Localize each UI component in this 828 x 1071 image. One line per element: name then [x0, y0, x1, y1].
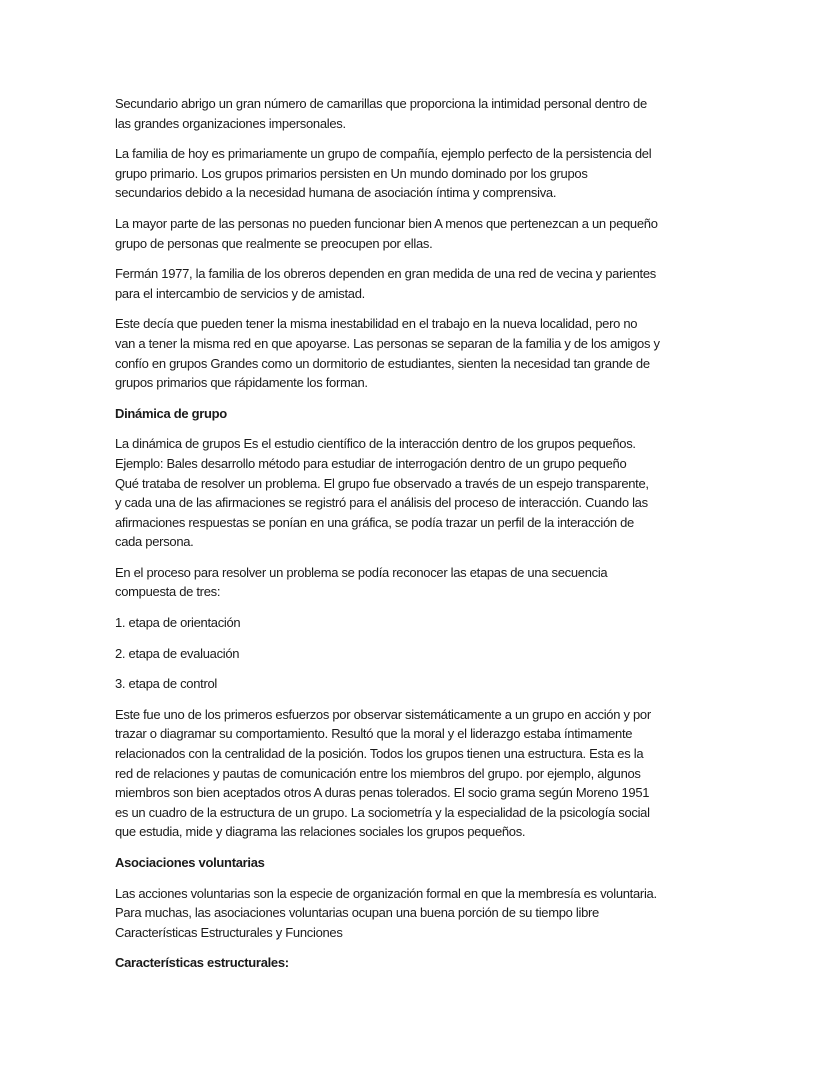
- text-line: relacionados con la centralidad de la posición. Todos los grupos tienen una estructura. Esta es la: [115, 746, 644, 762]
- text-line: 1. etapa de orientación: [115, 615, 241, 631]
- text-line: afirmaciones respuestas se ponían en una gráfica, se podía trazar un perfil de la interacción de: [115, 514, 634, 530]
- text-line: La familia de hoy es primariamente un grupo de compañía, ejemplo perfecto de la persistencia del: [115, 146, 652, 162]
- text-line: Asociaciones voluntarias: [115, 855, 265, 870]
- paragraph: [115, 674, 735, 694]
- document-page: [115, 94, 735, 984]
- text-line: confío en grupos Grandes como un dormitorio de estudiantes, sienten la necesidad tan grande de: [115, 355, 650, 371]
- paragraph: [115, 264, 735, 303]
- text-line: La mayor parte de las personas no pueden funcionar bien A menos que pertenezcan a un pequeño: [115, 215, 658, 231]
- text-line: van a tener la misma red en que apoyarse. Las personas se separan de la familia y de los amigos y: [115, 335, 660, 351]
- paragraph: [115, 644, 735, 664]
- paragraph: [115, 884, 735, 943]
- text-line: Este fue uno de los primeros esfuerzos por observar sistemáticamente a un grupo en acción y por: [115, 706, 651, 722]
- text-line: La dinámica de grupos Es el estudio científico de la interacción dentro de los grupos pequeños.: [115, 436, 636, 452]
- paragraph: [115, 144, 735, 203]
- text-line: Para muchas, las asociaciones voluntarias ocupan una buena porción de su tiempo libre: [115, 905, 599, 921]
- paragraph: [115, 214, 735, 253]
- paragraph: [115, 613, 735, 633]
- text-line: Las acciones voluntarias son la especie de organización formal en que la membresía es voluntaria.: [115, 885, 657, 901]
- paragraph: [115, 94, 735, 133]
- text-line: En el proceso para resolver un problema se podía reconocer las etapas de una secuencia: [115, 564, 608, 580]
- text-line: Este decía que pueden tener la misma inestabilidad en el trabajo en la nueva localidad, pero no: [115, 316, 638, 332]
- paragraph: [115, 563, 735, 602]
- text-line: grupo primario. Los grupos primarios persisten en Un mundo dominado por los grupos: [115, 165, 588, 181]
- text-line: grupos primarios que rápidamente los forman.: [115, 375, 368, 391]
- text-line: Ejemplo: Bales desarrollo método para estudiar de interrogación dentro de un grupo pequeño: [115, 455, 627, 471]
- text-line: Fermán 1977, la familia de los obreros dependen en gran medida de una red de vecina y parientes: [115, 266, 656, 282]
- text-line: trazar o diagramar su comportamiento. Resultó que la moral y el liderazgo estaba íntimamente: [115, 726, 633, 742]
- section-heading: [115, 853, 735, 873]
- text-line: compuesta de tres:: [115, 584, 221, 600]
- text-line: Características Estructurales y Funciones: [115, 924, 343, 940]
- text-line: grupo de personas que realmente se preocupen por ellas.: [115, 235, 433, 251]
- section-heading: [115, 953, 735, 973]
- text-line: Qué trataba de resolver un problema. El grupo fue observado a través de un espejo transparente,: [115, 475, 649, 491]
- text-line: miembros son bien aceptados otros A duras penas tolerados. El socio grama según Moreno 1951: [115, 785, 650, 801]
- paragraph: [115, 705, 735, 842]
- text-line: 2. etapa de evaluación: [115, 645, 240, 661]
- text-line: Características estructurales:: [115, 955, 289, 971]
- text-line: red de relaciones y pautas de comunicación entre los miembros del grupo. por ejemplo, algunos: [115, 765, 641, 781]
- text-line: Secundario abrigo un gran número de camarillas que proporciona la intimidad personal dentro de: [115, 96, 647, 111]
- text-line: secundarios debido a la necesidad humana de asociación íntima y comprensiva.: [115, 185, 557, 201]
- text-line: para el intercambio de servicios y de amistad.: [115, 285, 365, 301]
- text-line: Dinámica de grupo: [115, 405, 227, 421]
- text-line: es un cuadro de la estructura de un grupo. La sociometría y la especialidad de la psicología social: [115, 804, 650, 820]
- text-line: que estudia, mide y diagrama las relaciones sociales los grupos pequeños.: [115, 824, 526, 840]
- text-line: 3. etapa de control: [115, 676, 217, 692]
- text-line: las grandes organizaciones impersonales.: [115, 115, 346, 131]
- text-line: y cada una de las afirmaciones se registró para el análisis del proceso de interacción. Cuando las: [115, 495, 648, 511]
- paragraph: [115, 434, 735, 552]
- text-line: cada persona.: [115, 534, 194, 550]
- section-heading: [115, 404, 735, 424]
- paragraph: [115, 314, 735, 392]
